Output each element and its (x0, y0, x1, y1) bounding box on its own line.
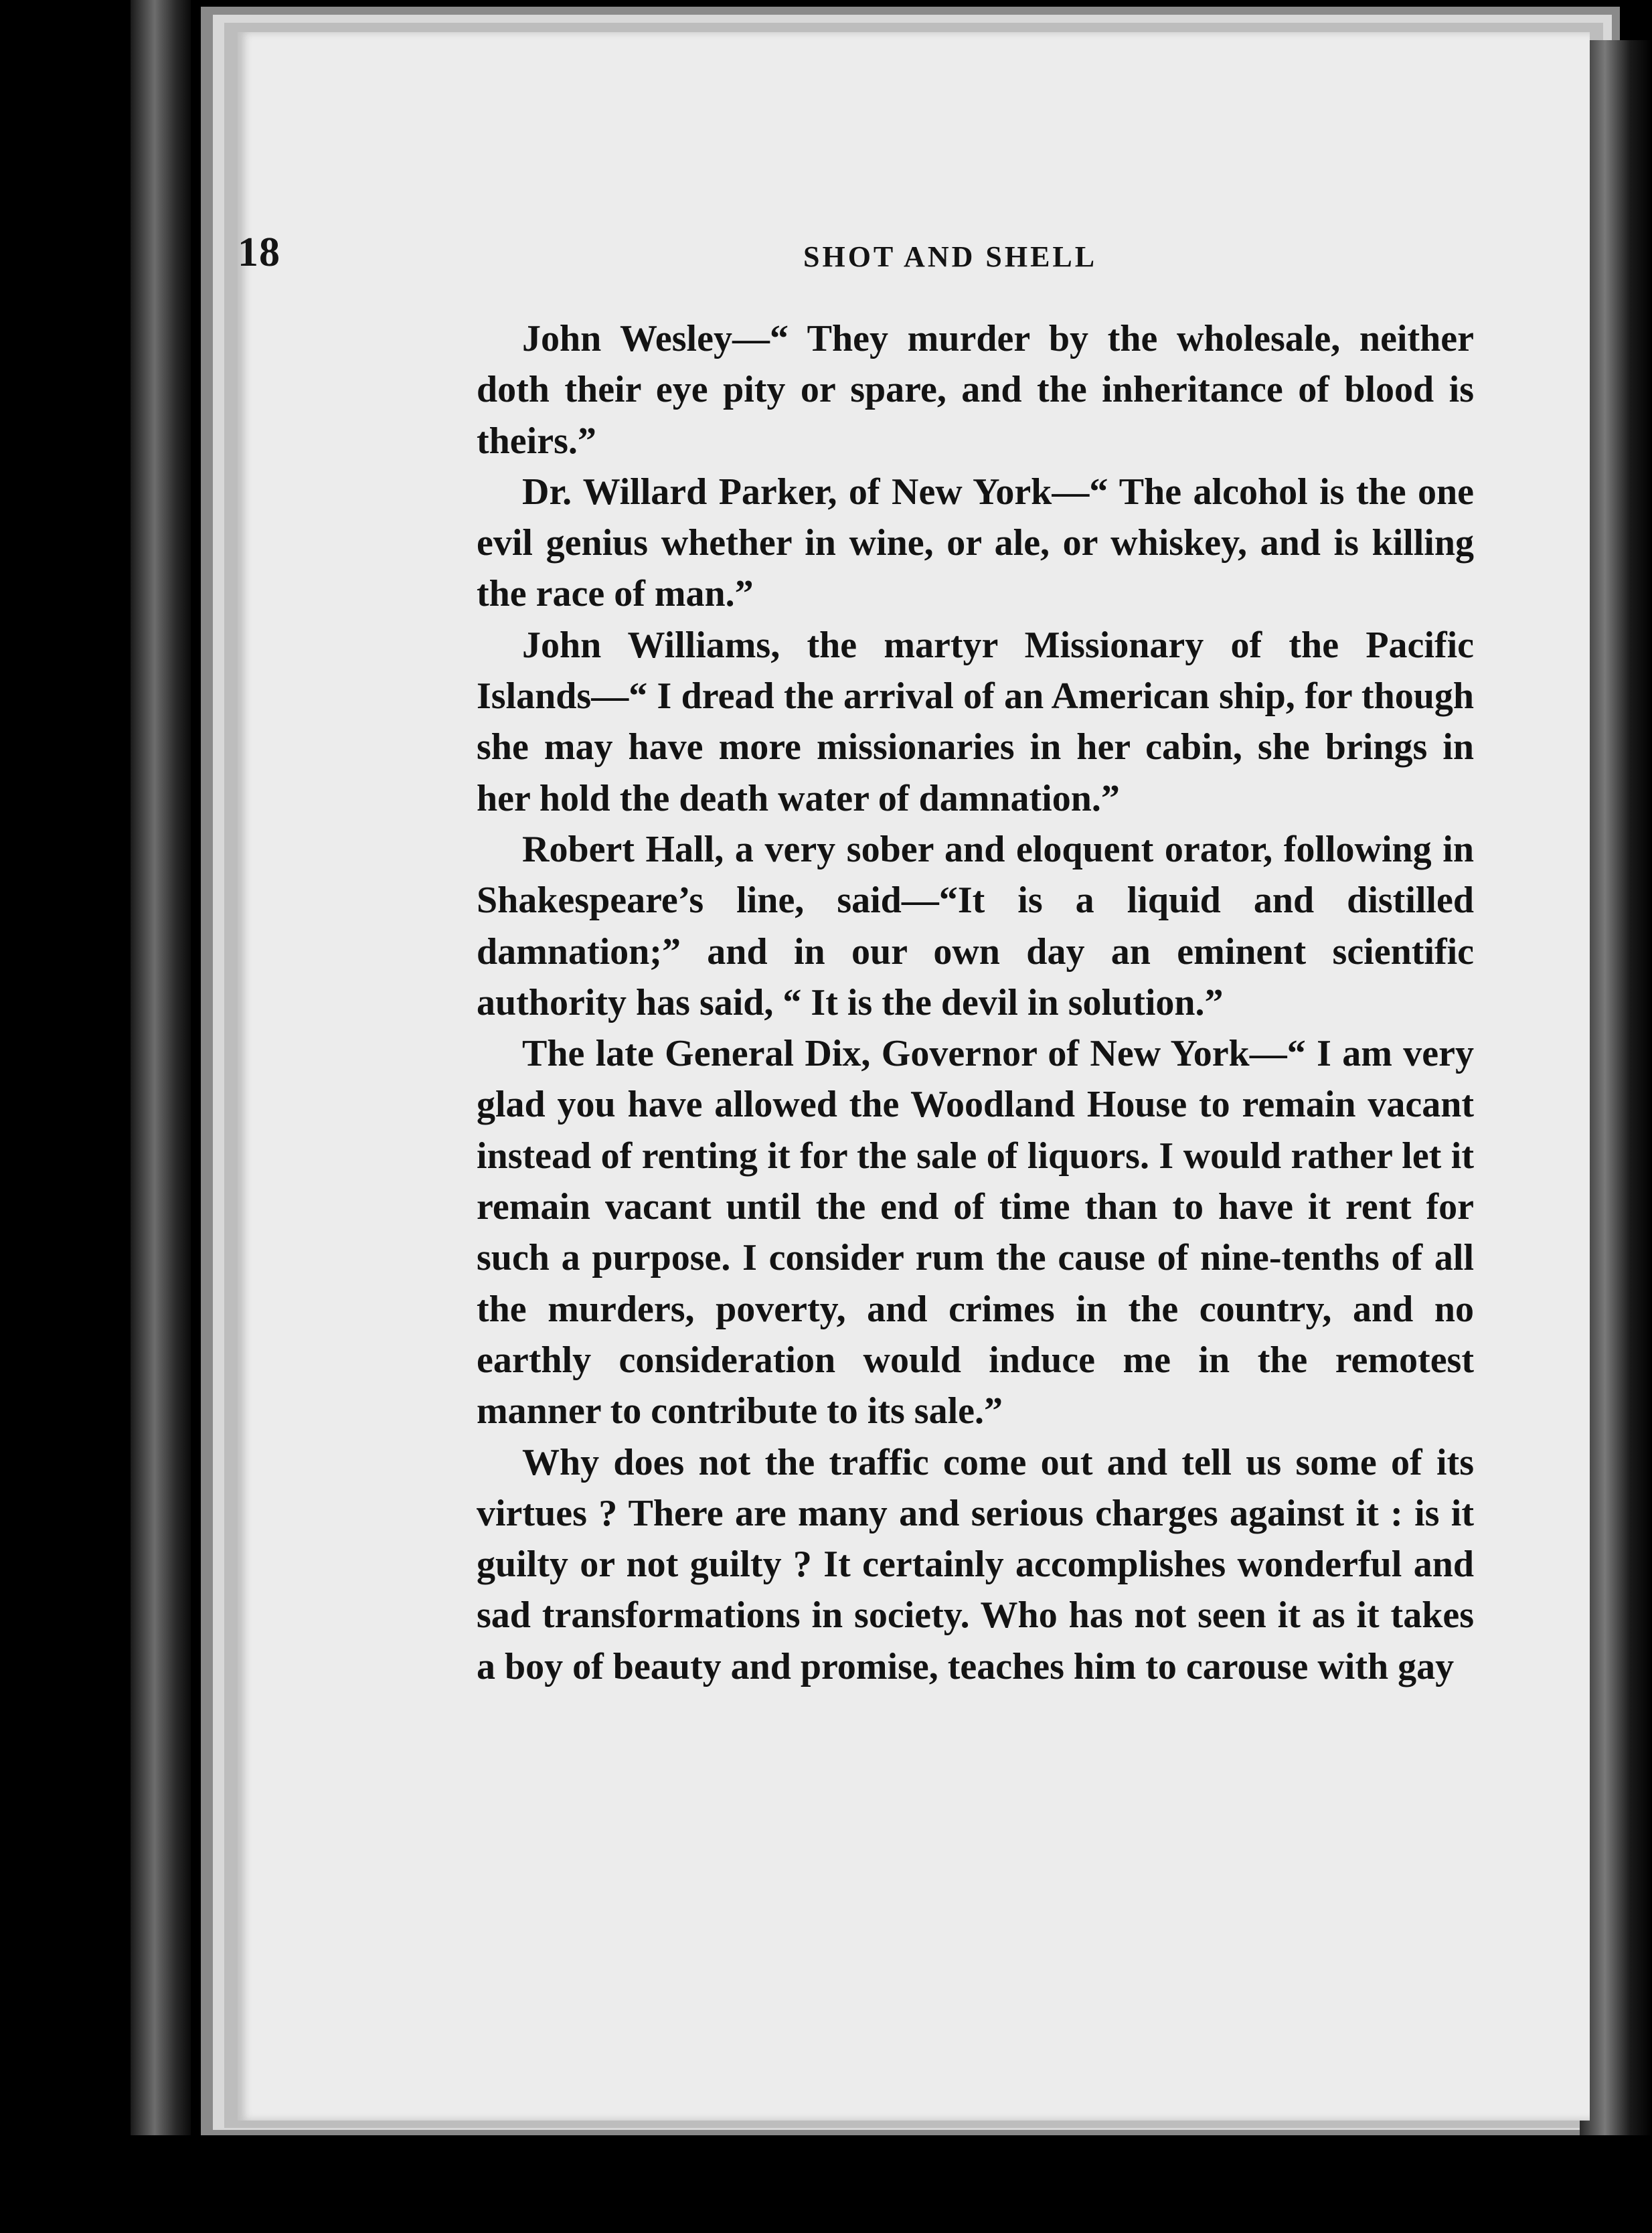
paragraph-dix: The late General Dix, Governor of New York—“ I am very glad you have allowed the Woodland House to remain vacant instead of renting it for the sale of liquors. I would rather let it remain vacant until the end of time than to have it rent for such a purpose. I consider rum the cause of nine-tenths of all the murders, poverty, and crimes in the country, and no earthly consideration would induce me in the remotest manner to contribute to its sale.” (477, 1033, 1474, 1432)
body-text (477, 313, 1474, 1692)
scan-bottom-margin (0, 2135, 1652, 2233)
page-number: 18 (238, 230, 280, 275)
paragraph-traffic: Why does not the traffic come out and tell us some of its virtues ? There are many and serious charges against it : is it guilty or not guilty ? It certainly accomplishes wonderful and sad transformations in society. Who has not seen it as it takes a boy of beauty and promise, teaches him to carouse with gay (477, 1441, 1474, 1687)
book-spine-edge (131, 0, 191, 2233)
paragraph-wesley: John Wesley—“ They murder by the wholesale, neither doth their eye pity or spare, and the inheritance of blood is theirs.” (477, 318, 1474, 462)
paragraph-parker: Dr. Willard Parker, of New York—“ The alcohol is the one evil genius whether in wine, or ale, or whiskey, and is killing the race of man.” (477, 471, 1474, 615)
paragraph-hall: Robert Hall, a very sober and eloquent orator, following in Shakespeare’s line, said—“It is a liquid and distilled damnation;” and in our own day an eminent scientific authority has said, “ It is the devil in solution.” (477, 828, 1474, 1023)
paragraph-williams: John Williams, the martyr Missionary of the Pacific Islands—“ I dread the arrival of an American ship, for though she may have more missionaries in her cabin, she brings in her hold the death water of damnation.” (477, 624, 1474, 819)
scan-left-margin (0, 0, 228, 2233)
running-title: SHOT AND SHELL (803, 240, 1098, 273)
scan-right-shadow (1580, 40, 1652, 2233)
